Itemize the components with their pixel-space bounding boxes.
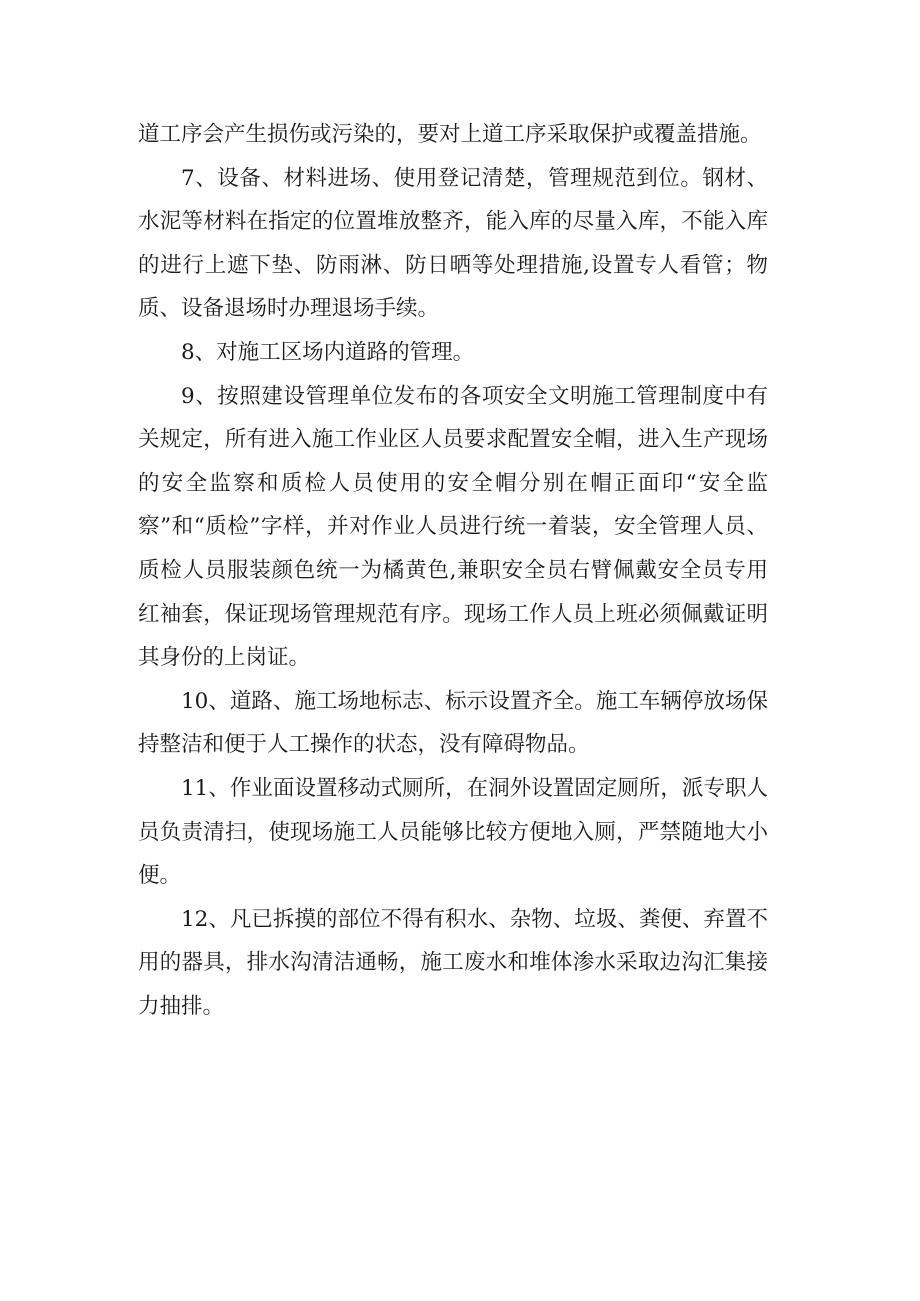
paragraph-item-12: 12、凡已拆摸的部位不得有积水、杂物、垃圾、粪便、弃置不用的器具，排水沟清洁通畅，施工废水和堆体渗水采取边沟汇集接力抽排。 <box>138 906 768 1019</box>
paragraph-continuation: 道工序会产生损伤或污染的，要对上道工序采取保护或覆盖措施。 <box>138 122 762 147</box>
paragraph-item-10: 10、道路、施工场地标志、标示设置齐全。施工车辆停放场保持整洁和便于人工操作的状态，没有障碍物品。 <box>138 688 768 758</box>
paragraph-item-7: 7、设备、材料进场、使用登记清楚，管理规范到位。钢材、水泥等材料在指定的位置堆放整齐，能入库的尽量入库，不能入库的进行上遮下垫、防雨淋、防日晒等处理措施,设置专人看管；物质、设备退场时办理退场手续。 <box>138 165 768 322</box>
paragraph-item-9: 9、按照建设管理单位发布的各项安全文明施工管理制度中有关规定，所有进入施工作业区人员要求配置安全帽，进入生产现场的安全监察和质检人员使用的安全帽分别在帽正面印“安全监察”和“质检”字样，并对作业人员进行统一着装，安全管理人员、质检人员服装颜色统一为橘黄色,兼职安全员右臂佩戴安全员专用红袖套，保证现场管理规范有序。现场工作人员上班必须佩戴证明其身份的上岗证。 <box>138 383 768 671</box>
paragraph-item-11: 11、作业面设置移动式厕所，在洞外设置固定厕所，派专职人员负责清扫，使现场施工人员能够比较方便地入厕，严禁随地大小便。 <box>138 775 768 889</box>
document-page <box>138 113 768 1028</box>
paragraph-item-8: 8、对施工区场内道路的管理。 <box>181 339 475 365</box>
